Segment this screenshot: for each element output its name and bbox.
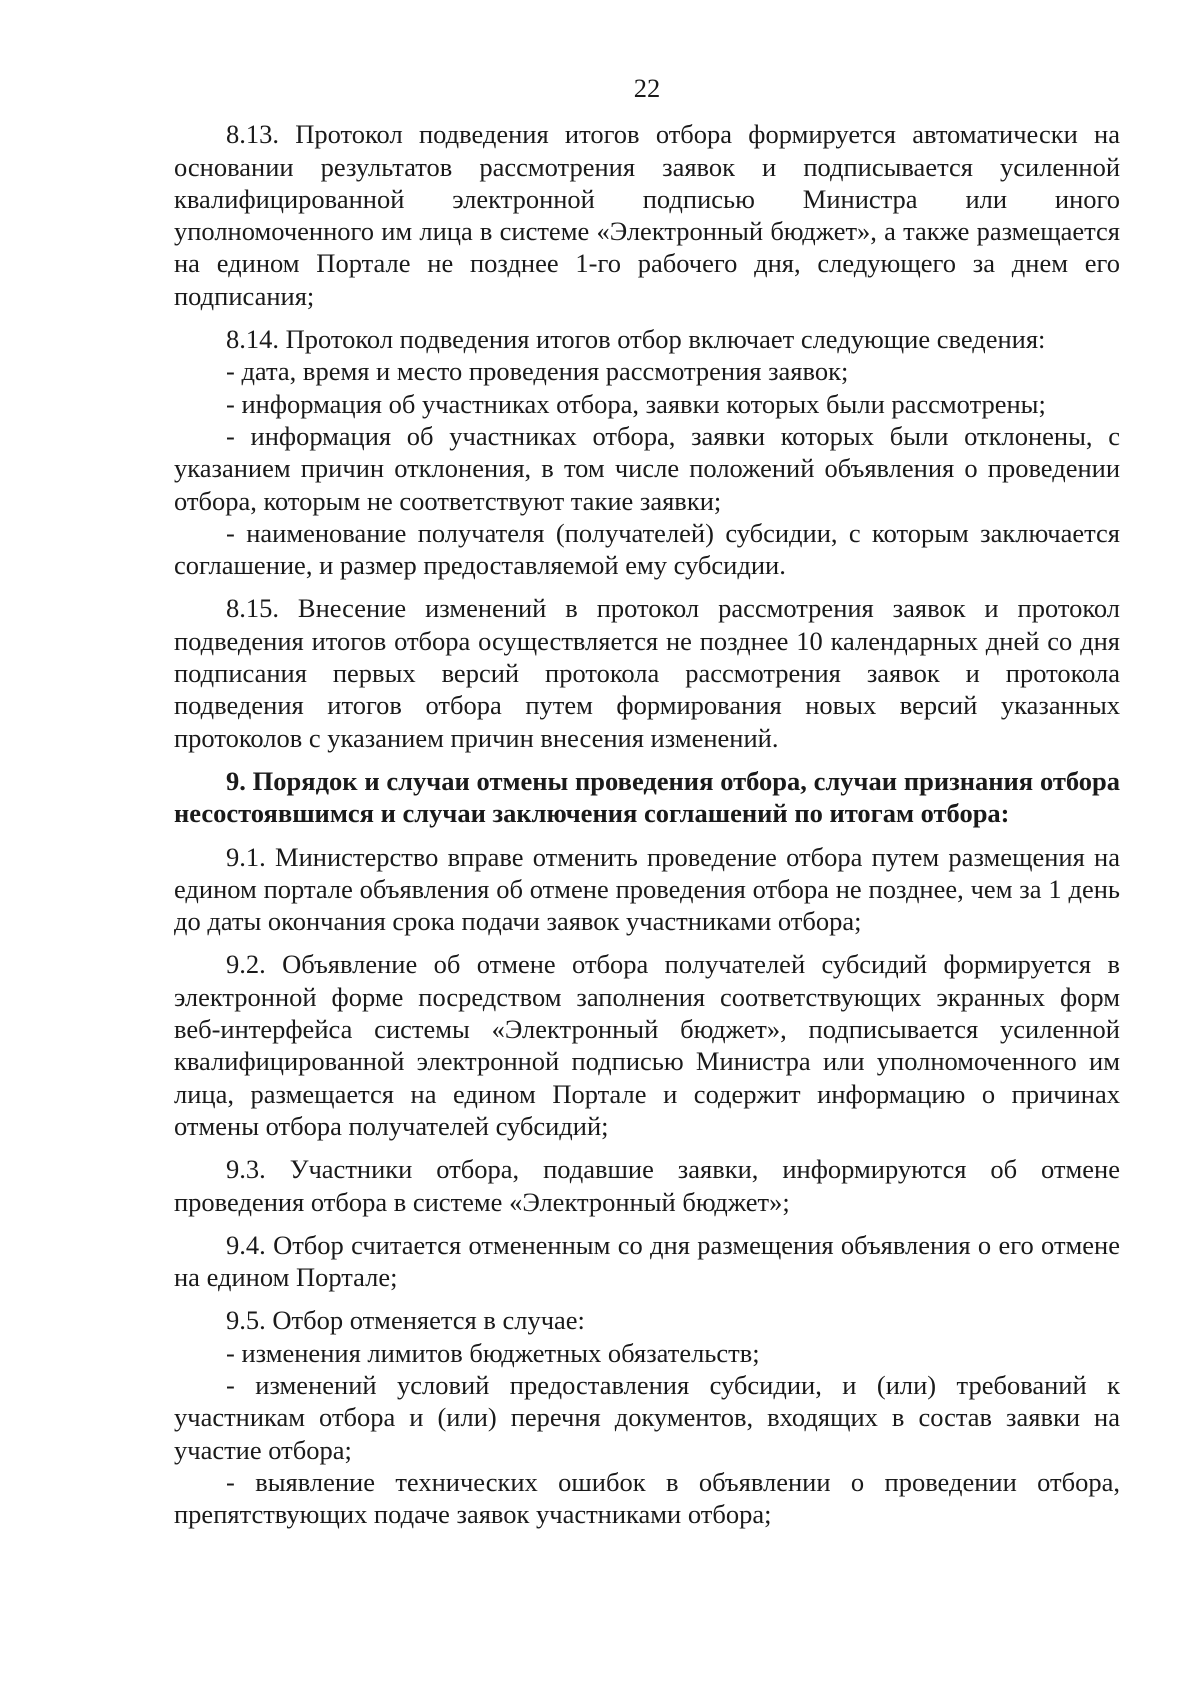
document-page xyxy=(174,72,1120,1530)
paragraph-9-2: 9.2. Объявление об отмене отбора получателей субсидий формируется в электронной форме посредством заполнения соответствующих экранных форм веб-интерфейса системы «Электронный бюджет», подписывается усиленной квалифицированной электронной подписью Министра или уполномоченного им лица, размещается на едином Портале и содержит информацию о причинах отмены отбора получателей субсидий; xyxy=(174,949,1120,1141)
list-item: - информация об участниках отбора, заявки которых были отклонены, с указанием причин отклонения, в том числе положений объявления о проведении отбора, которым не соответствуют такие заявки; xyxy=(174,420,1120,516)
paragraph-9-1: 9.1. Министерство вправе отменить проведение отбора путем размещения на едином портале объявления об отмене проведения отбора не позднее, чем за 1 день до даты окончания срока подачи заявок участниками отбора; xyxy=(174,841,1120,937)
paragraph-9-4: 9.4. Отбор считается отмененным со дня размещения объявления о его отмене на едином Портале; xyxy=(174,1229,1120,1293)
list-item: - выявление технических ошибок в объявлении о проведении отбора, препятствующих подаче заявок участниками отбора; xyxy=(174,1466,1120,1530)
paragraph-8-13: 8.13. Протокол подведения итогов отбора формируется автоматически на основании результатов рассмотрения заявок и подписывается усиленной квалифицированной электронной подписью Министра или иного уполномоченного им лица в системе «Электронный бюджет», а также размещается на едином Портале не позднее 1-го рабочего дня, следующего за днем его подписания; xyxy=(174,119,1120,311)
paragraph-9-3: 9.3. Участники отбора, подавшие заявки, информируются об отмене проведения отбора в системе «Электронный бюджет»; xyxy=(174,1154,1120,1217)
paragraph-8-15: 8.15. Внесение изменений в протокол рассмотрения заявок и протокол подведения итогов отбора осуществляется не позднее 10 календарных дней со дня подписания первых версий протокола рассмотрения заявок и протокола подведения итогов отбора путем формирования новых версий указанных протоколов с указанием причин внесения изменений. xyxy=(174,593,1120,753)
paragraph-8-14: 8.14. Протокол подведения итогов отбор включает следующие сведения: xyxy=(226,324,1046,355)
paragraph-9-5: 9.5. Отбор отменяется в случае: xyxy=(226,1305,585,1336)
list-item: - наименование получателя (получателей) субсидии, с которым заключается соглашение, и размер предоставляемой ему субсидии. xyxy=(174,517,1120,581)
page-number: 22 xyxy=(633,73,661,103)
list-item: - изменений условий предоставления субсидии, и (или) требований к участникам отбора и (или) перечня документов, входящих в состав заявки на участие отбора; xyxy=(174,1369,1120,1465)
section-heading-9: 9. Порядок и случаи отмены проведения отбора, случаи признания отбора несостоявшимся и случаи заключения соглашений по итогам отбора: xyxy=(174,765,1120,829)
list-item: - дата, время и место проведения рассмотрения заявок; xyxy=(226,356,849,387)
list-item: - изменения лимитов бюджетных обязательств; xyxy=(226,1337,760,1368)
list-item: - информация об участниках отбора, заявки которых были рассмотрены; xyxy=(226,388,1046,419)
